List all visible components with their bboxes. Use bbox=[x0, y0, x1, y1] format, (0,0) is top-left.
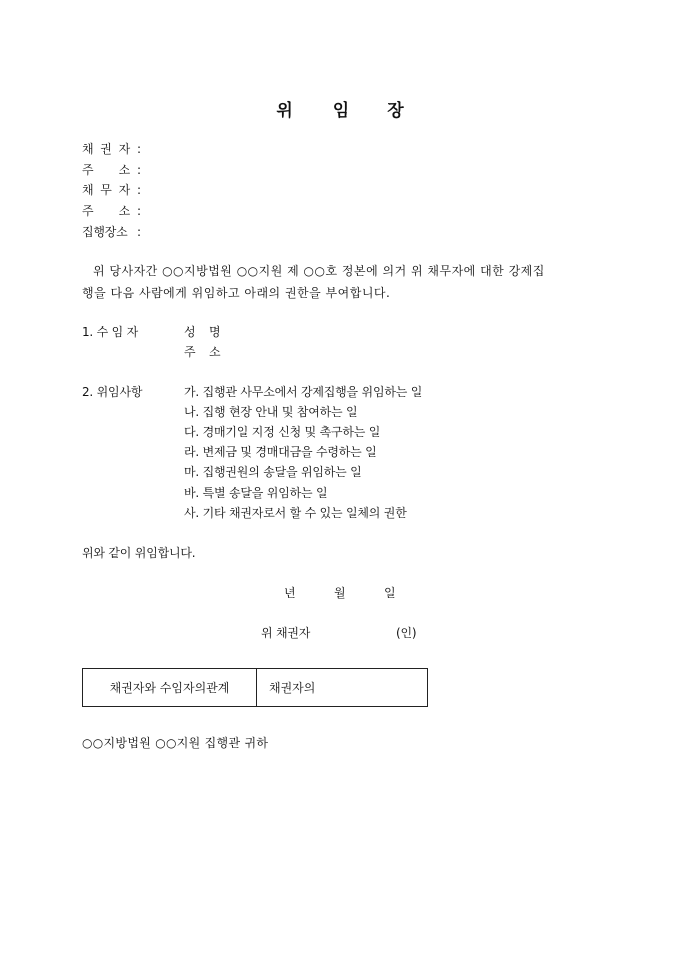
list-item: 나. 집행 현장 안내 및 참여하는 일 bbox=[184, 405, 358, 419]
title-char-1: 위 bbox=[276, 101, 293, 121]
closing-statement: 위와 같이 위임합니다. bbox=[82, 546, 196, 560]
addressee-line: ○○지방법원 ○○지원 집행관 귀하 bbox=[82, 736, 269, 750]
creditor-colon: : bbox=[137, 142, 141, 156]
execution-place-colon: : bbox=[137, 225, 141, 239]
seal-mark: (인) bbox=[396, 626, 417, 640]
list-item: 사. 기타 채권자로서 할 수 있는 일체의 권한 bbox=[184, 506, 407, 520]
list-item: 라. 변제금 및 경매대금을 수령하는 일 bbox=[184, 445, 377, 459]
relationship-value-cell: 채권자의 bbox=[257, 669, 428, 707]
body-line-1: 위 당사자간 ○○지방법원 ○○지원 제 ○○호 정본에 의거 위 채무자에 대한 강제집 bbox=[93, 264, 545, 278]
appointee-name-label: 성 명 bbox=[184, 325, 221, 339]
relationship-table bbox=[82, 668, 428, 707]
creditor-address-colon: : bbox=[137, 163, 141, 177]
creditor-address-label: 주 소 bbox=[82, 163, 130, 177]
debtor-label: 채 무 자 bbox=[82, 183, 130, 197]
debtor-address-colon: : bbox=[137, 204, 141, 218]
list-item: 가. 집행관 사무소에서 강제집행을 위임하는 일 bbox=[184, 385, 423, 399]
body-line-2: 행을 다음 사람에게 위임하고 아래의 권한을 부여합니다. bbox=[82, 286, 391, 300]
date-day-label: 일 bbox=[384, 586, 396, 600]
date-year-label: 년 bbox=[284, 586, 296, 600]
relationship-header-cell: 채권자와 수임자의관계 bbox=[83, 669, 257, 707]
document-title bbox=[0, 96, 680, 121]
title-char-2: 임 bbox=[332, 101, 350, 121]
section-2-label: 2. 위임사항 bbox=[82, 385, 143, 399]
list-item: 바. 특별 송달을 위임하는 일 bbox=[184, 486, 328, 500]
debtor-colon: : bbox=[137, 183, 141, 197]
signature-label: 위 채권자 bbox=[261, 626, 311, 640]
execution-place-label: 집행장소 bbox=[82, 225, 128, 239]
appointee-address-label: 주 소 bbox=[184, 345, 221, 359]
debtor-address-label: 주 소 bbox=[82, 204, 130, 218]
creditor-label: 채 권 자 bbox=[82, 142, 130, 156]
list-item: 다. 경매기일 지정 신청 및 촉구하는 일 bbox=[184, 425, 381, 439]
title-char-3: 장 bbox=[387, 101, 404, 121]
table-row bbox=[83, 669, 428, 707]
date-month-label: 월 bbox=[334, 586, 346, 600]
list-item: 마. 집행권원의 송달을 위임하는 일 bbox=[184, 465, 362, 479]
section-1-label: 1. 수 임 자 bbox=[82, 325, 139, 339]
